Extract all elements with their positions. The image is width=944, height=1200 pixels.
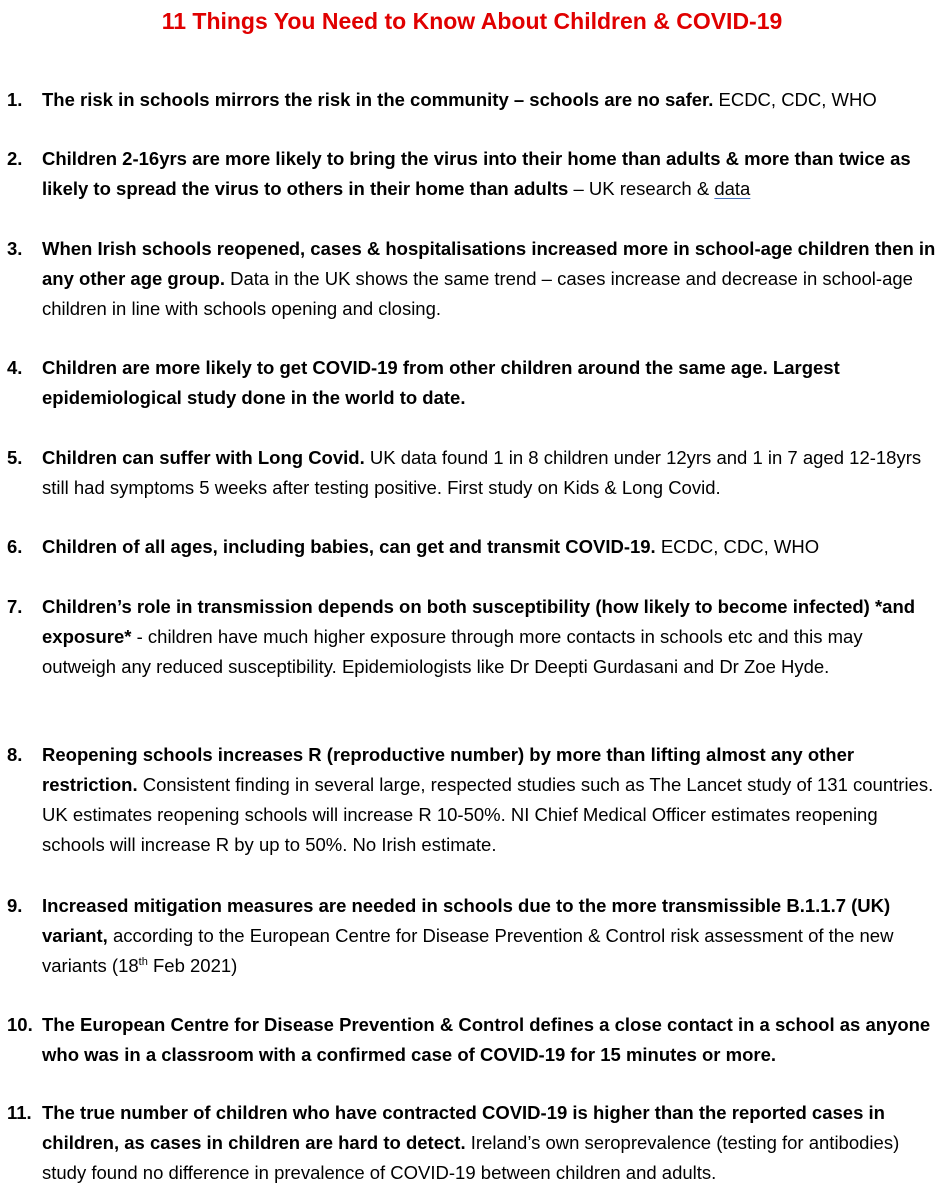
item-text: ECDC, CDC, WHO bbox=[713, 89, 877, 110]
item-number: 10. bbox=[7, 1014, 33, 1035]
list-item bbox=[0, 353, 936, 413]
list-item bbox=[0, 85, 936, 115]
item-text: Ireland’s own seroprevalence (testing for antibodies) study found no difference in prevalence of COVID-19 between children and adults. bbox=[42, 1132, 900, 1183]
item-bold-text: When Irish schools reopened, cases & hospitalisations increased more in school-age children then in any other age group. bbox=[42, 238, 936, 289]
item-number: 5. bbox=[7, 447, 23, 468]
list-item bbox=[0, 532, 936, 562]
list-item bbox=[0, 1098, 936, 1188]
item-number: 11. bbox=[7, 1102, 32, 1123]
item-bold-text: The true number of children who have contracted COVID-19 is higher than the reported cases in children, as cases in children are hard to detect. bbox=[42, 1102, 885, 1153]
item-bold-text: Increased mitigation measures are needed in schools due to the more transmissible B.1.1.7 (UK) variant, bbox=[42, 895, 891, 946]
item-text: Consistent finding in several large, respected studies such as The Lancet study of 131 countries. UK estimates reopening schools will increase R 10-50%. NI Chief Medical Officer estimates reopening schools will increase R by up to 50%. No Irish estimate. bbox=[42, 774, 934, 855]
item-text: - children have much higher exposure through more contacts in schools etc and this may outweigh any reduced susceptibility. Epidemiologists like Dr Deepti Gurdasani and Dr Zoe Hyde. bbox=[42, 626, 863, 677]
item-text: Data in the UK shows the same trend – cases increase and decrease in school-age children in line with schools opening and closing. bbox=[42, 268, 913, 319]
list-item bbox=[0, 443, 936, 503]
item-number: 9. bbox=[7, 895, 23, 916]
item-number: 6. bbox=[7, 536, 23, 557]
list-item bbox=[0, 740, 936, 860]
page-title: 11 Things You Need to Know About Children & COVID-19 bbox=[161, 8, 783, 34]
item-bold-text: Children are more likely to get COVID-19 from other children around the same age. Largest epidemiological study done in the world to date. bbox=[42, 357, 840, 408]
item-number: 7. bbox=[7, 596, 23, 617]
item-bold-text: Children’s role in transmission depends on both susceptibility (how likely to become infected) *and exposure* bbox=[42, 596, 916, 647]
list-item bbox=[0, 891, 936, 981]
item-text: according to the European Centre for Disease Prevention & Control risk assessment of the new variants (18 bbox=[42, 925, 894, 976]
list-item bbox=[0, 592, 936, 682]
item-number: 2. bbox=[7, 148, 23, 169]
item-bold-text: Children 2-16yrs are more likely to bring the virus into their home than adults & more than twice as likely to spread the virus to others in their home than adults bbox=[42, 148, 911, 199]
item-number: 3. bbox=[7, 238, 23, 259]
item-bold-text: Children can suffer with Long Covid. bbox=[42, 447, 365, 468]
list-item bbox=[0, 144, 936, 204]
data-link[interactable]: data bbox=[714, 178, 751, 199]
item-text: UK data found 1 in 8 children under 12yrs and 1 in 7 aged 12-18yrs still had symptoms 5 weeks after testing positive. First study on Kids & Long Covid. bbox=[42, 447, 922, 498]
item-bold-text: Reopening schools increases R (reproductive number) by more than lifting almost any other restriction. bbox=[42, 744, 855, 795]
ordinal-suffix: th bbox=[138, 955, 148, 968]
item-bold-text: The risk in schools mirrors the risk in the community – schools are no safer. bbox=[42, 89, 714, 110]
item-number: 8. bbox=[7, 744, 23, 765]
item-text: – UK research & bbox=[568, 178, 715, 199]
item-number: 1. bbox=[7, 89, 23, 110]
item-text: ECDC, CDC, WHO bbox=[655, 536, 820, 557]
item-text-end: Feb 2021) bbox=[147, 955, 238, 976]
item-number: 4. bbox=[7, 357, 23, 378]
item-bold-text: Children of all ages, including babies, can get and transmit COVID-19. bbox=[42, 536, 656, 557]
item-bold-text: The European Centre for Disease Prevention & Control defines a close contact in a school as anyone who was in a classroom with a confirmed case of COVID-19 for 15 minutes or more. bbox=[42, 1014, 931, 1065]
list-item bbox=[0, 234, 936, 324]
list-item bbox=[0, 1010, 936, 1070]
